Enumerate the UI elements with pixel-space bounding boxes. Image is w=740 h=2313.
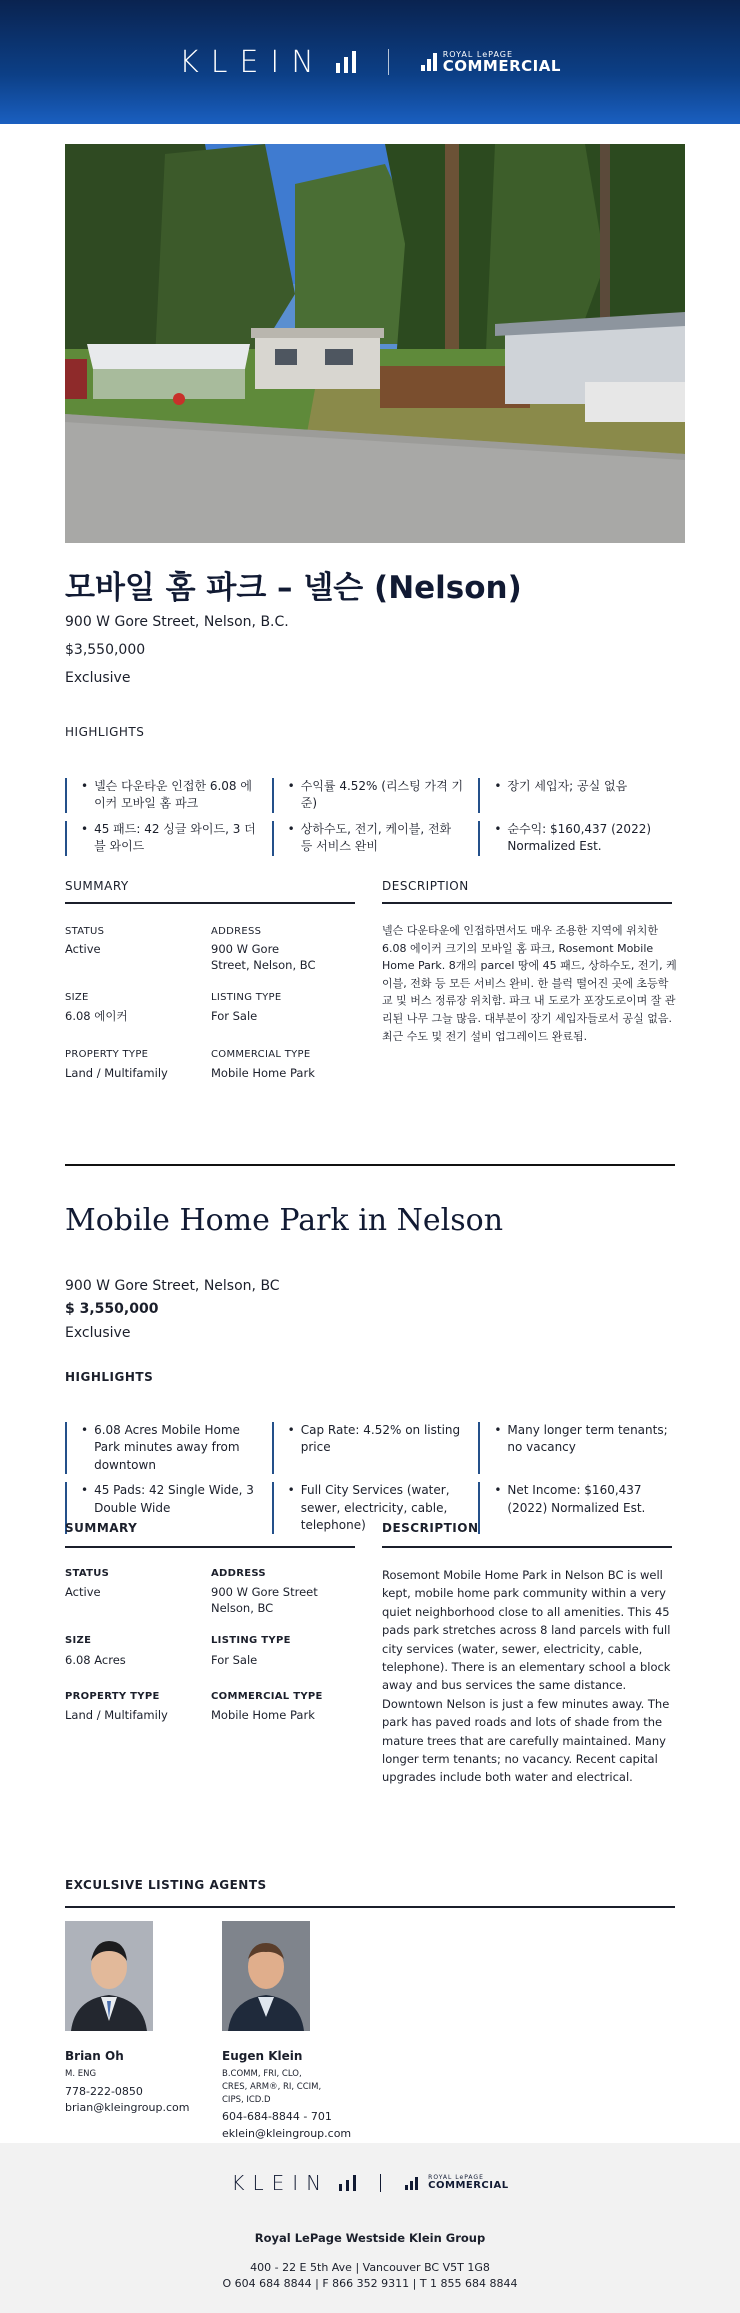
korean-highlights-label: HIGHLIGHTS xyxy=(65,725,145,739)
english-address: 900 W Gore Street, Nelson, BC xyxy=(65,1278,280,1294)
highlight-item: • 수익률 4.52% (리스팅 가격 기준) xyxy=(272,778,479,813)
highlight-item: • Cap Rate: 4.52% on listing price xyxy=(272,1422,479,1474)
footer-royal-lepage-commercial-text: COMMERCIAL xyxy=(428,2180,509,2191)
korean-address: 900 W Gore Street, Nelson, B.C. xyxy=(65,614,289,630)
english-summary-title: SUMMARY xyxy=(65,1521,138,1535)
highlight-item: • 6.08 Acres Mobile Home Park minutes away from downtown xyxy=(65,1422,272,1474)
footer-royal-lepage-mark-icon xyxy=(405,2177,418,2190)
english-property-type-label: PROPERTY TYPE xyxy=(65,1691,160,1702)
agent-credentials-eugen-klein: B.COMM, FRI, CLO, CRES, ARM®, RI, CCIM, CIPS, ICD.D xyxy=(222,2069,322,2105)
korean-title: 모바일 홈 파크 – 넬슨 (Nelson) xyxy=(65,570,522,606)
highlight-item: • 장기 세입자; 공실 없음 xyxy=(478,778,685,813)
property-photo xyxy=(65,144,685,543)
korean-summary-title: SUMMARY xyxy=(65,879,129,893)
klein-logo xyxy=(179,45,356,80)
korean-commercial-type-value: Mobile Home Park xyxy=(211,1066,315,1080)
english-description-rule xyxy=(382,1546,672,1548)
english-highlights-label: HIGHLIGHTS xyxy=(65,1370,154,1384)
english-highlights-list xyxy=(65,1422,685,1534)
royal-lepage-logo xyxy=(421,51,561,74)
korean-address-value: 900 W Gore Street, Nelson, BC xyxy=(211,942,316,973)
header-banner xyxy=(0,0,740,124)
section-divider xyxy=(65,1164,675,1166)
english-listing-type-label: LISTING TYPE xyxy=(211,1635,291,1646)
footer-klein-logo-text: KLEIN xyxy=(231,2171,330,2195)
english-title: Mobile Home Park in Nelson xyxy=(65,1203,504,1238)
bars-icon xyxy=(336,51,356,73)
footer-phones: O 604 684 8844 | F 866 352 9311 | T 1 855 684 8844 xyxy=(222,2277,518,2290)
highlight-item: • 45 Pads: 42 Single Wide, 3 Double Wide xyxy=(65,1482,272,1534)
english-property-type-value: Land / Multifamily xyxy=(65,1708,168,1722)
korean-description-text: 넬슨 다운타운에 인접하면서도 매우 조용한 지역에 위치한 6.08 에이커 크기의 모바일 홈 파크, Rosemont Mobile Home Park. 8개의 parcel 땅에 45 패드, 상하수도, 전기, 케이블, 전화 등 모든 서비스 완비. 한 블럭 떨어진 곳에 초등학교 및 버스 정류장 위치함. 파크 내 도로가 포장도로이며 잘 관리된 나무 그늘 많음. 대부분이 장기 세입자들로서 공실 없음. 최근 수도 및 전기 설비 업그레이드 완료됨. xyxy=(382,924,677,1043)
agent-photo-eugen-klein xyxy=(222,1921,310,2031)
agent-email-eugen-klein[interactable]: eklein@kleingroup.com xyxy=(222,2127,352,2140)
footer-logo-divider xyxy=(380,2174,381,2192)
korean-property-type-label: PROPERTY TYPE xyxy=(65,1049,149,1060)
agent-phone-brian-oh[interactable]: 778-222-0850 xyxy=(65,2085,143,2098)
english-status-label: STATUS xyxy=(65,1568,110,1579)
agent-credentials-brian-oh: M. ENG xyxy=(65,2069,97,2079)
footer-address: 400 - 22 E 5th Ave | Vancouver BC V5T 1G8 xyxy=(250,2261,490,2274)
english-listing-status: Exclusive xyxy=(65,1325,131,1341)
english-commercial-type-value: Mobile Home Park xyxy=(211,1708,315,1722)
agent-email-brian-oh[interactable]: brian@kleingroup.com xyxy=(65,2101,190,2114)
highlight-item: • 넬슨 다운타운 인접한 6.08 에이커 모바일 홈 파크 xyxy=(65,778,272,813)
highlight-item: • 45 패드: 42 싱글 와이드, 3 더블 와이드 xyxy=(65,821,272,856)
english-summary-rule xyxy=(65,1546,355,1548)
english-listing-type-value: For Sale xyxy=(211,1653,258,1667)
agent-name-brian-oh: Brian Oh xyxy=(65,2049,124,2063)
english-address-value: 900 W Gore Street Nelson, BC xyxy=(211,1585,318,1616)
korean-listing-type-value: For Sale xyxy=(211,1009,258,1023)
english-size-label: SIZE xyxy=(65,1635,92,1646)
english-commercial-type-label: COMMERCIAL TYPE xyxy=(211,1691,323,1702)
korean-description-rule xyxy=(382,902,672,904)
highlight-item: • Full City Services (water, sewer, electricity, cable, telephone) xyxy=(272,1482,479,1534)
korean-address-label: ADDRESS xyxy=(211,926,262,937)
agent-photo-brian-oh xyxy=(65,1921,153,2031)
highlight-item: • Many longer term tenants; no vacancy xyxy=(478,1422,685,1474)
royal-lepage-mark-icon xyxy=(421,53,437,71)
english-price: $ 3,550,000 xyxy=(65,1301,159,1317)
agents-rule xyxy=(65,1906,675,1908)
english-address-label: ADDRESS xyxy=(211,1568,266,1579)
korean-listing-status: Exclusive xyxy=(65,670,131,686)
footer-logo xyxy=(0,2171,740,2195)
english-description-text: Rosemont Mobile Home Park in Nelson BC is well kept, mobile home park community within a very quiet neighborhood close to all amenities. This 45 pads park stretches across 8 land parcels with full city services (water, sewer, electricity, cable, telephone). There is an elementary school a block away and bus services the same distance. Downtown Nelson is just a few minutes away. The park has paved roads and lots of shade from the mature trees that are carefully maintained. Many longer term tenants; no vacancy. Recent capital upgrades include both water and electrical. xyxy=(382,1568,671,1785)
korean-description-title: DESCRIPTION xyxy=(382,879,469,893)
english-size-value: 6.08 Acres xyxy=(65,1653,126,1667)
korean-size-label: SIZE xyxy=(65,992,89,1003)
english-description-title: DESCRIPTION xyxy=(382,1521,479,1535)
english-status-value: Active xyxy=(65,1585,101,1599)
footer xyxy=(0,2143,740,2313)
korean-commercial-type-label: COMMERCIAL TYPE xyxy=(211,1049,311,1060)
royal-lepage-small-text: ROYAL LePAGE xyxy=(442,49,514,59)
korean-price: $3,550,000 xyxy=(65,642,146,658)
korean-size-value: 6.08 에이커 xyxy=(65,1009,128,1023)
korean-highlights-list xyxy=(65,778,685,856)
korean-summary-rule xyxy=(65,902,355,904)
korean-status-value: Active xyxy=(65,942,101,956)
footer-company: Royal LePage Westside Klein Group xyxy=(254,2231,486,2245)
highlight-item: • Net Income: $160,437 (2022) Normalized Est. xyxy=(478,1482,685,1534)
logo-divider xyxy=(388,49,389,75)
highlight-item: • 상하수도, 전기, 케이블, 전화 등 서비스 완비 xyxy=(272,821,479,856)
highlight-item: • 순수익: $160,437 (2022) Normalized Est. xyxy=(478,821,685,856)
agents-section-title: EXCULSIVE LISTING AGENTS xyxy=(65,1878,267,1892)
korean-property-type-value: Land / Multifamily xyxy=(65,1066,168,1080)
agent-name-eugen-klein: Eugen Klein xyxy=(222,2049,303,2063)
korean-status-label: STATUS xyxy=(65,926,105,937)
royal-lepage-commercial-text: COMMERCIAL xyxy=(442,56,561,75)
agent-phone-eugen-klein[interactable]: 604-684-8844 - 701 xyxy=(222,2110,332,2123)
korean-listing-type-label: LISTING TYPE xyxy=(211,992,282,1003)
klein-logo-text: KLEIN xyxy=(179,44,326,80)
footer-royal-lepage-small-text: ROYAL LePAGE xyxy=(428,2174,484,2181)
footer-bars-icon xyxy=(339,2175,356,2191)
